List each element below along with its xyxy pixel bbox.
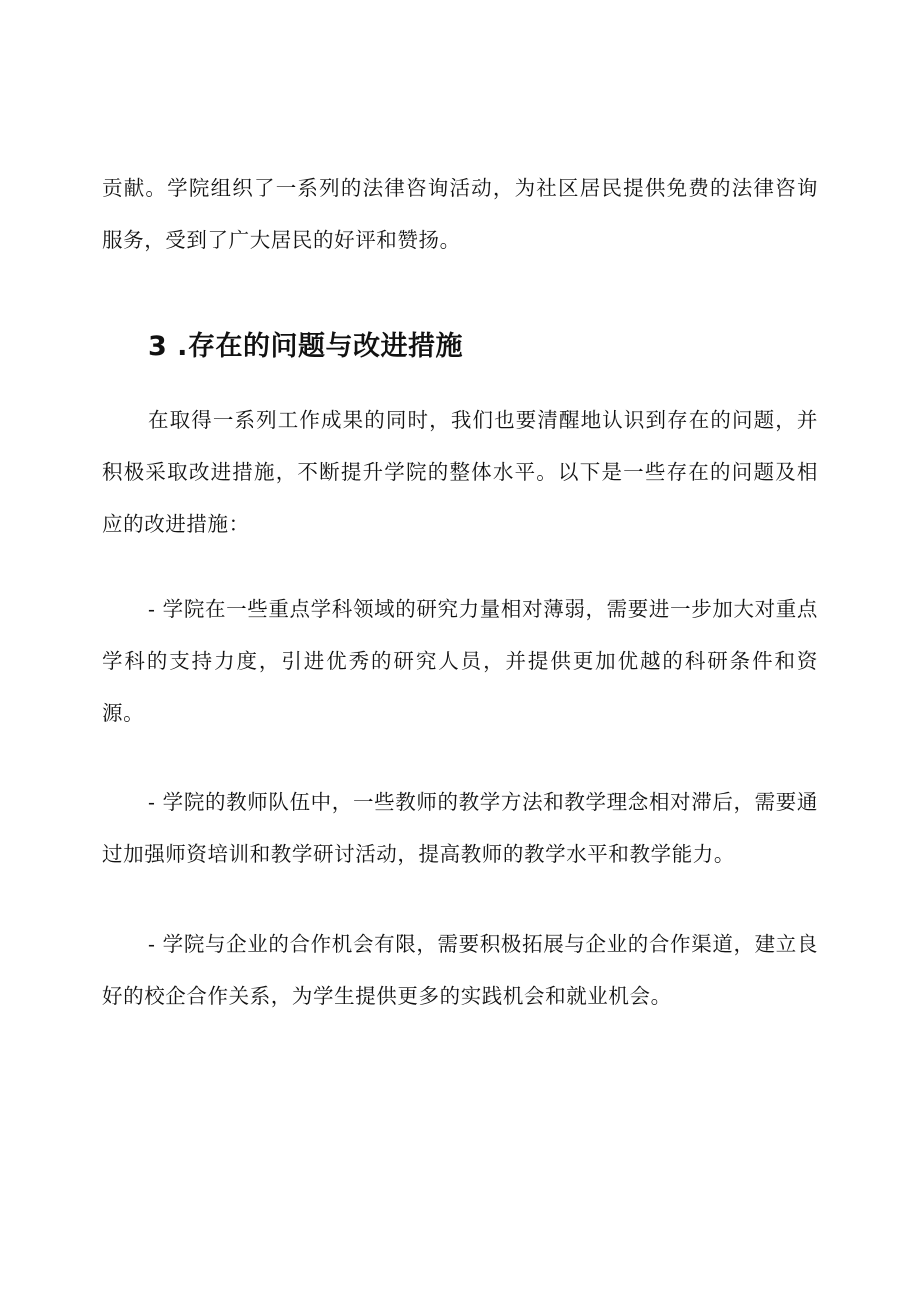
list-item: - 学院在一些重点学科领域的研究力量相对薄弱，需要进一步加大对重点学科的支持力度，引进优秀的研究人员，并提供更加优越的科研条件和资源。: [102, 597, 818, 725]
list-item: - 学院的教师队伍中，一些教师的教学方法和教学理念相对滞后，需要通过加强师资培训和教学研讨活动，提高教师的教学水平和教学能力。: [102, 790, 818, 866]
list-item: - 学院与企业的合作机会有限，需要积极拓展与企业的合作渠道，建立良好的校企合作关系，为学生提供更多的实践机会和就业机会。: [102, 932, 818, 1008]
paragraph-continuation: 贡献。学院组织了一系列的法律咨询活动，为社区居民提供免费的法律咨询服务，受到了广大居民的好评和赞扬。: [102, 176, 818, 252]
section-heading: 3 .存在的问题与改进措施: [148, 331, 463, 362]
intro-paragraph: 在取得一系列工作成果的同时，我们也要清醒地认识到存在的问题，并积极采取改进措施，不断提升学院的整体水平。以下是一些存在的问题及相应的改进措施：: [102, 408, 818, 536]
